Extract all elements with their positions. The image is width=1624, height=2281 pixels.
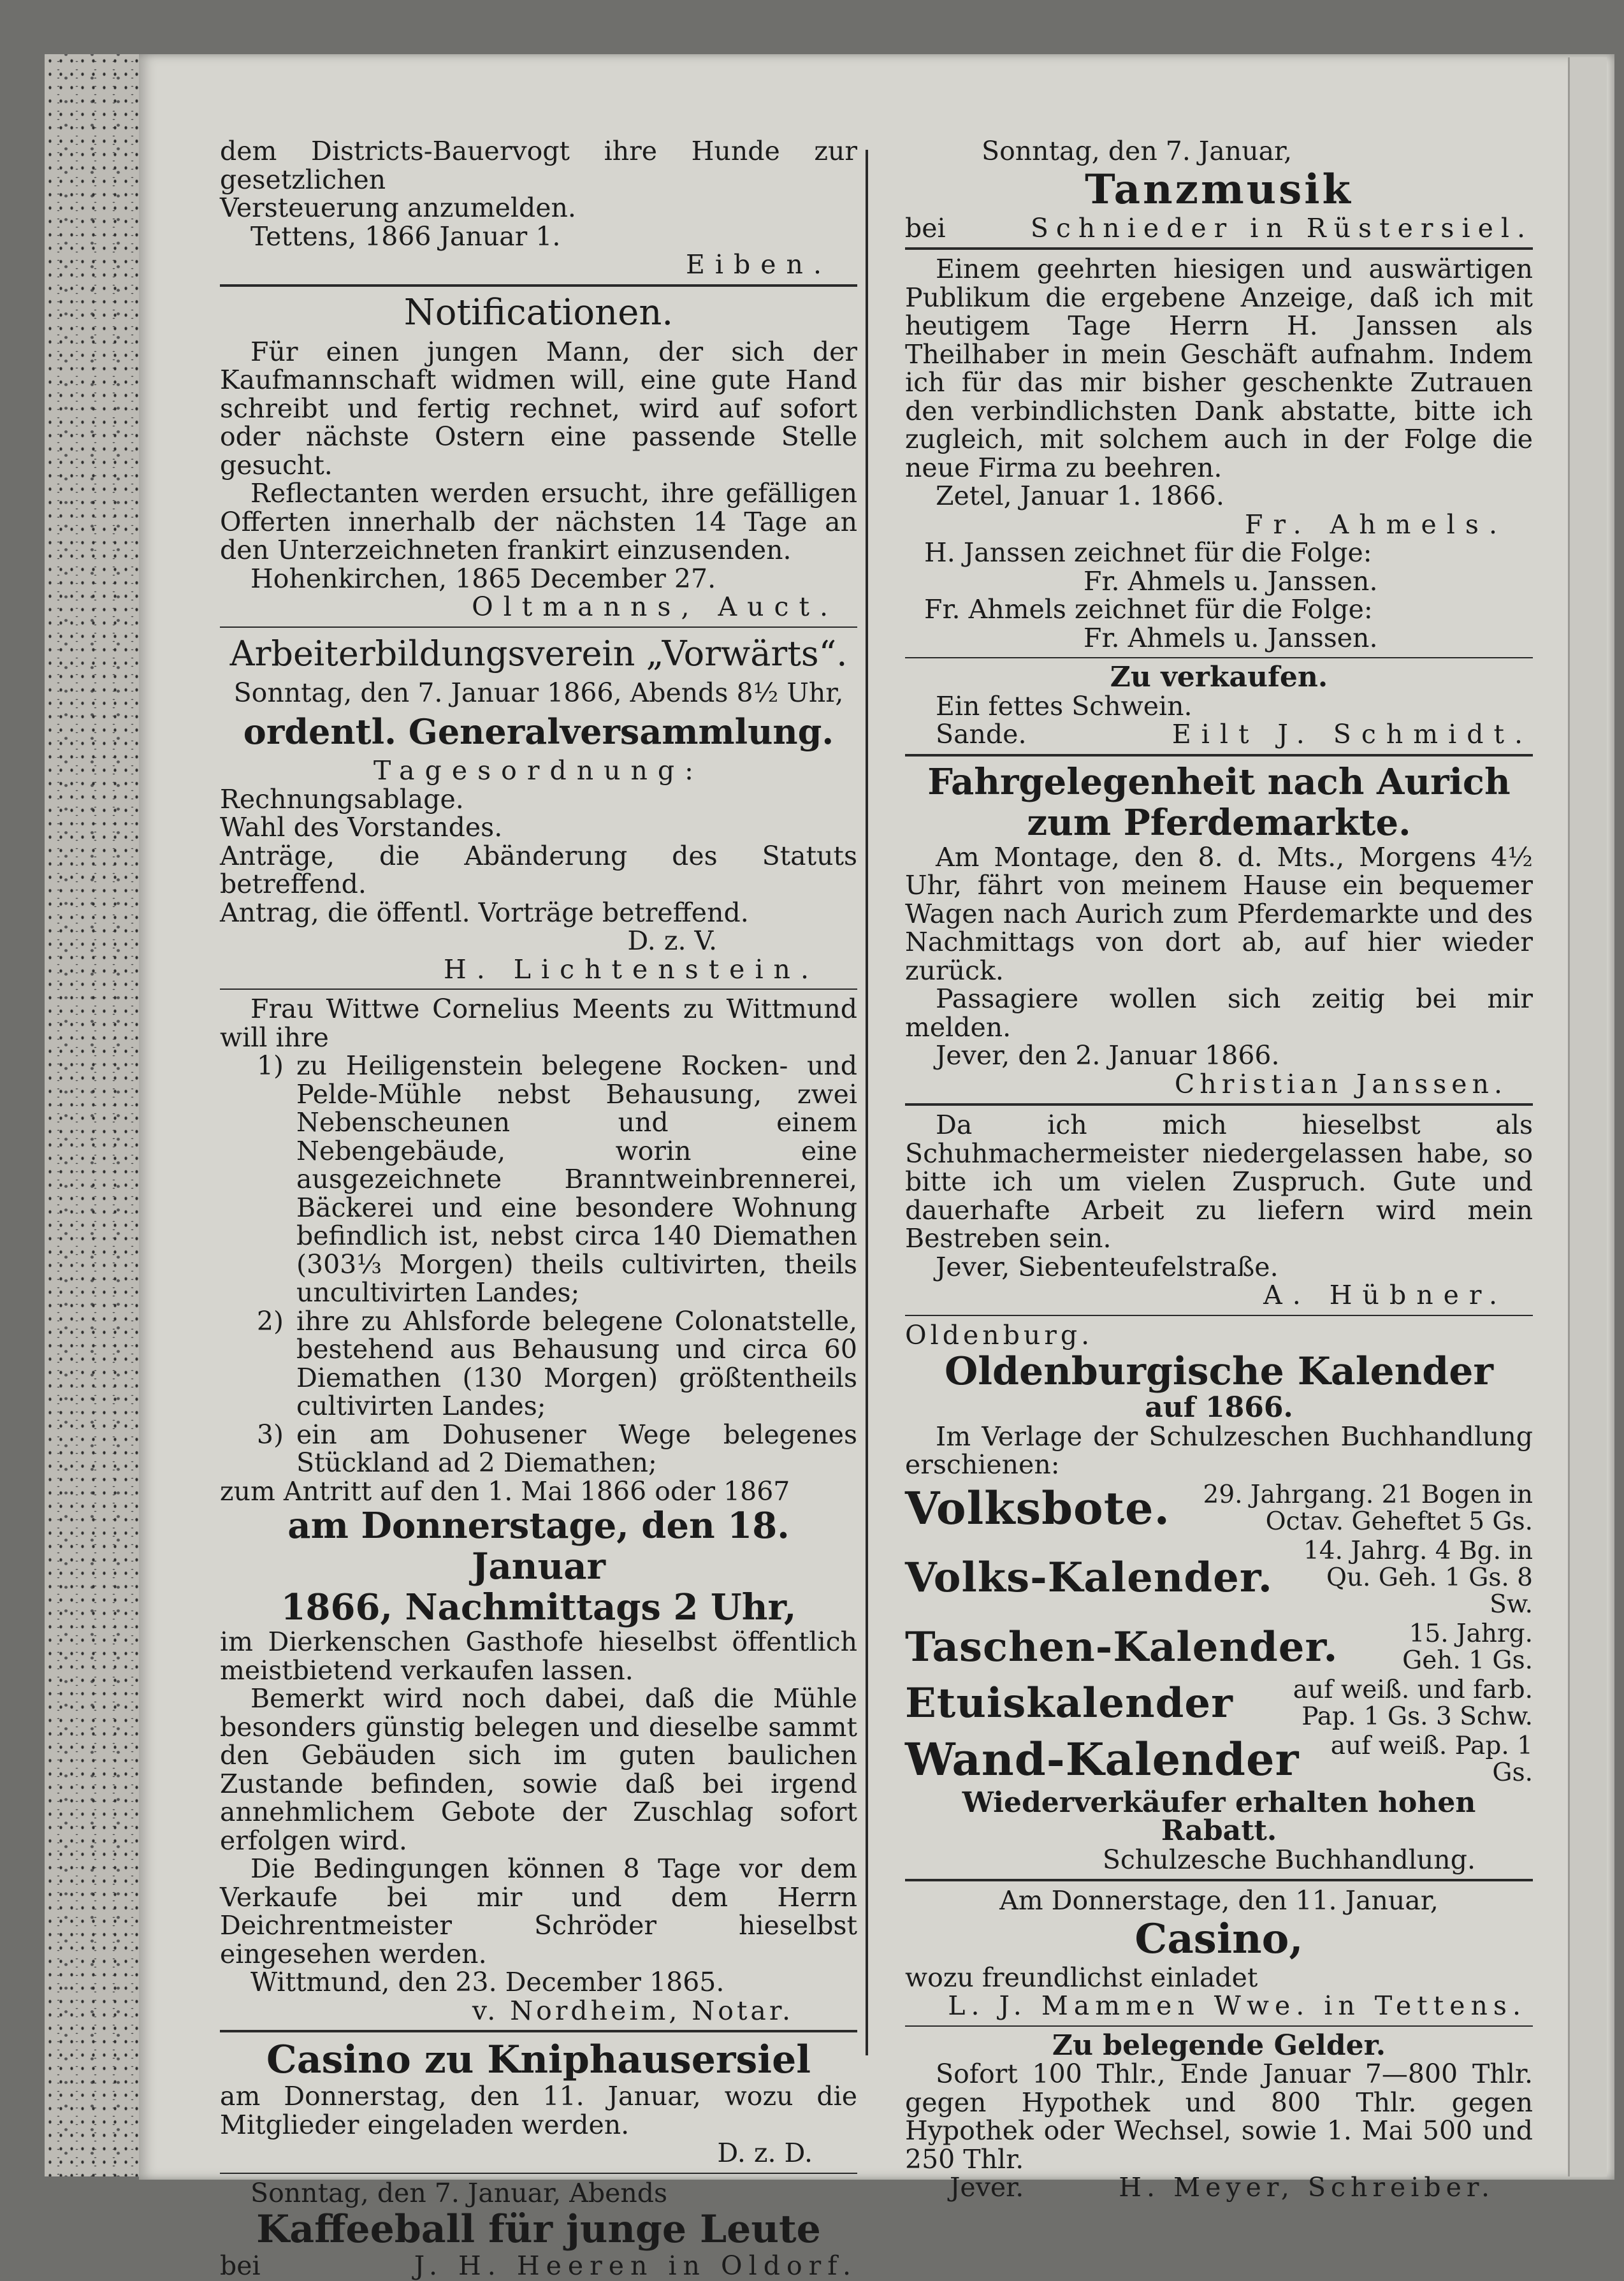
divider bbox=[220, 626, 857, 628]
verkaufen-signature-row bbox=[905, 720, 1533, 749]
calendar-name: Wand-Kalender bbox=[905, 1732, 1300, 1786]
page-edge bbox=[1568, 57, 1607, 2176]
casino-heading: Casino, bbox=[1135, 1915, 1303, 1963]
ahmels-line: Fr. Ahmels u. Janssen. bbox=[1084, 622, 1378, 653]
fahrgelegenheit-paragraph-1: Am Montage, den 8. d. Mts., Morgens 4½ Uhr, fährt von meinem Hause ein bequemer Wagen nach Aurich zum Pferdemarkte und des Nachmittags von dort ab, auf hier wieder zurück. bbox=[905, 841, 1533, 986]
divider bbox=[220, 2030, 857, 2032]
list-number: 3) bbox=[256, 1419, 284, 1450]
tanzmusik-signature-row bbox=[905, 214, 1533, 243]
divider bbox=[905, 247, 1533, 250]
gelder-heading: Zu belegende Gelder. bbox=[1052, 2029, 1386, 2062]
ahmels-line: Fr. Ahmels zeichnet für die Folge: bbox=[924, 594, 1373, 625]
verein-agenda-item: Rechnungsablage. bbox=[220, 783, 464, 815]
meents-list-item bbox=[220, 1052, 857, 1307]
calendar-name: Volksbote. bbox=[905, 1481, 1170, 1535]
tanzmusik-date: Sonntag, den 7. Januar, bbox=[982, 136, 1293, 166]
fahrgelegenheit-heading-1: Fahrgelegenheit nach Aurich bbox=[927, 760, 1511, 803]
verein-agenda-label: Tagesordnung: bbox=[373, 755, 704, 786]
gelder-signature-row bbox=[905, 2173, 1533, 2202]
calendar-description: auf weiß. und farb. Pap. 1 Gs. 3 Schw. bbox=[1293, 1675, 1533, 1731]
casino-text: wozu freundlichst einladet bbox=[905, 1962, 1258, 1993]
schuhmacher-place: Jever, Siebenteufelstraße. bbox=[936, 1251, 1279, 1282]
gelder-signature: H. Meyer, Schreiber. bbox=[1119, 2172, 1495, 2203]
verein-agenda-item: Anträge, die Abänderung des Statuts betreffend. bbox=[220, 840, 857, 899]
verein-dzv: D. z. V. bbox=[627, 925, 717, 956]
verkaufen-signature: Eilt J. Schmidt. bbox=[1171, 719, 1533, 749]
right-column bbox=[905, 137, 1533, 2202]
divider bbox=[220, 2173, 857, 2174]
ahmels-line: Fr. Ahmels u. Janssen. bbox=[1084, 565, 1378, 597]
intro-line-2: Versteuerung anzumelden. bbox=[220, 192, 576, 223]
divider bbox=[905, 754, 1533, 757]
left-column bbox=[220, 137, 857, 2280]
ahmels-place-date: Zetel, Januar 1. 1866. bbox=[936, 481, 1224, 511]
oldenburg-signature: Schulzesche Buchhandlung. bbox=[1102, 1844, 1475, 1875]
tanzmusik-bei: bei bbox=[905, 212, 946, 243]
calendar-entry bbox=[905, 1677, 1533, 1730]
kaffeeball-signature-row bbox=[220, 2252, 857, 2280]
divider bbox=[905, 657, 1533, 658]
kaffeeball-bei: bei bbox=[220, 2250, 261, 2281]
list-number: 2) bbox=[256, 1305, 284, 1336]
fahrgelegenheit-signature: Christian Janssen. bbox=[1174, 1068, 1507, 1099]
verein-agenda-item: Antrag, die öffentl. Vorträge betreffend. bbox=[220, 897, 749, 928]
notifications-paragraph-2: Reflectanten werden ersucht, ihre gefälligen Offerten innerhalb der nächsten 14 Tage an den Unterzeichneten frankirt einzusenden. bbox=[220, 478, 857, 565]
notifications-paragraph-1: Für einen jungen Mann, der sich der Kaufmannschaft widmen will, eine gute Hand schreibt und fertig rechnet, wird auf sofort oder nächste Ostern eine passende Stelle gesucht. bbox=[220, 336, 857, 481]
calendar-entry bbox=[905, 1621, 1533, 1674]
list-text: ein am Dohusener Wege belegenes Stückland ad 2 Diemathen; bbox=[296, 1419, 857, 1478]
book-spine-binding bbox=[45, 54, 140, 2176]
notifications-heading: Notificationen. bbox=[403, 291, 674, 333]
casino-kniphausersiel-text: am Donnerstag, den 11. Januar, wozu die Mitglieder eingeladen werden. bbox=[220, 2081, 857, 2140]
meents-auction-date-1: am Donnerstage, den 18. Januar bbox=[287, 1505, 790, 1588]
fahrgelegenheit-paragraph-2: Passagiere wollen sich zeitig bei mir melden. bbox=[905, 983, 1533, 1043]
intro-place-date: Tettens, 1866 Januar 1. bbox=[250, 221, 561, 252]
gelder-paragraph: Sofort 100 Thlr., Ende Januar 7—800 Thlr. gegen Hypothek und 800 Thlr. gegen Hypothek oder Wechsel, sowie 1. Mai 500 und 250 Thlr. bbox=[905, 2059, 1533, 2175]
calendar-description: 15. Jahrg. Geh. 1 Gs. bbox=[1402, 1619, 1533, 1675]
verein-signature: H. Lichtenstein. bbox=[443, 953, 819, 985]
meents-list-item bbox=[220, 1421, 857, 1477]
meents-signature: v. Nordheim, Notar. bbox=[472, 1995, 794, 2026]
calendar-name: Etuiskalender bbox=[905, 1679, 1233, 1727]
verein-agenda-item: Wahl des Vorstandes. bbox=[220, 812, 503, 843]
list-text: zu Heiligenstein belegene Rocken- und Pelde-Mühle nebst Behausung, zwei Nebenscheunen und einem Nebengebäude, worin eine ausgezeichnete Branntweinbrennerei, Bäckerei und eine besondere Wohnung befindlich ist, nebst circa 140 Diemathen (303⅓ Morgen) theils cultivirten, theils uncultivirten Landes; bbox=[296, 1050, 857, 1308]
oldenburg-paragraph: Im Verlage der Schulzeschen Buchhandlung erschienen: bbox=[905, 1421, 1533, 1480]
verkaufen-heading: Zu verkaufen. bbox=[1110, 661, 1328, 693]
divider bbox=[905, 2025, 1533, 2027]
meents-auction-date-2: 1866, Nachmittags 2 Uhr, bbox=[280, 1586, 797, 1628]
casino-date: Am Donnerstage, den 11. Januar, bbox=[999, 1885, 1439, 1916]
oldenburg-heading: Oldenburgische Kalender bbox=[944, 1349, 1494, 1394]
kaffeeball-heading: Kaffeeball für junge Leute bbox=[256, 2207, 821, 2252]
calendar-name: Taschen-Kalender. bbox=[905, 1623, 1338, 1671]
meents-intro: Frau Wittwe Cornelius Meents zu Wittmund will ihre bbox=[220, 994, 857, 1053]
ahmels-paragraph: Einem geehrten hiesigen und auswärtigen Publikum die ergebene Anzeige, daß ich mit heutigem Tage Herrn H. Janssen als Theilhaber in mein Geschäft aufnahm. Indem ich für das mir bisher geschenkte Zutrauen den verbindlichsten Dank abstatte, bitte ich zugleich, mit solchem auch in der Folge die neue Firma zu beehren. bbox=[905, 254, 1533, 483]
fahrgelegenheit-heading-2: zum Pferdemarkte. bbox=[1027, 801, 1411, 844]
ahmels-signature: Fr. Ahmels. bbox=[1245, 509, 1507, 540]
calendar-description: 14. Jahrg. 4 Bg. in Qu. Geh. 1 Gs. 8 Sw. bbox=[1303, 1536, 1533, 1619]
casino-signature: L. J. Mammen Wwe. in Tettens. bbox=[948, 1990, 1526, 2021]
calendar-entry bbox=[905, 1538, 1533, 1618]
meents-paragraph-2: im Dierkenschen Gasthofe hieselbst öffentlich meistbietend verkaufen lassen. bbox=[220, 1626, 857, 1686]
gelder-place: Jever. bbox=[950, 2172, 1024, 2203]
column-divider bbox=[866, 150, 868, 2055]
calendar-description: auf weiß. Pap. 1 Gs. bbox=[1330, 1731, 1533, 1787]
casino-kniphausersiel-heading: Casino zu Kniphausersiel bbox=[266, 2038, 811, 2082]
verein-event-title: ordentl. Generalversammlung. bbox=[243, 711, 834, 752]
verein-date: Sonntag, den 7. Januar 1866, Abends 8½ Uhr, bbox=[233, 677, 844, 708]
ahmels-line: H. Janssen zeichnet für die Folge: bbox=[924, 537, 1372, 568]
divider bbox=[905, 1103, 1533, 1106]
calendar-entry bbox=[905, 1482, 1533, 1535]
oldenburg-place: Oldenburg. bbox=[905, 1319, 1094, 1350]
divider bbox=[905, 1315, 1533, 1316]
list-number: 1) bbox=[256, 1050, 284, 1081]
oldenburg-rabatt: Wiederverkäufer erhalten hohen Rabatt. bbox=[962, 1786, 1476, 1847]
verkaufen-place: Sande. bbox=[936, 719, 1027, 749]
intro-line-1: dem Districts-Bauervogt ihre Hunde zur gesetzlichen bbox=[220, 136, 857, 195]
tanzmusik-heading: Tanzmusik bbox=[1085, 165, 1353, 214]
fahrgelegenheit-place-date: Jever, den 2. Januar 1866. bbox=[936, 1040, 1280, 1071]
tanzmusik-signature: Schnieder in Rüstersiel. bbox=[1030, 212, 1533, 243]
notifications-signature: Oltmanns, Auct. bbox=[472, 591, 838, 622]
schuhmacher-signature: A. Hübner. bbox=[1263, 1280, 1507, 1310]
meents-antritt: zum Antritt auf den 1. Mai 1866 oder 1867 bbox=[220, 1475, 790, 1507]
casino-kniphausersiel-signature: D. z. D. bbox=[717, 2138, 813, 2168]
divider bbox=[905, 1879, 1533, 1881]
divider bbox=[220, 284, 857, 287]
schuhmacher-paragraph: Da ich mich hieselbst als Schuhmachermeister niedergelassen habe, so bitte ich um vielen Zuspruch. Gute und dauerhafte Arbeit zu liefern wird mein Bestreben sein. bbox=[905, 1110, 1533, 1254]
meents-place-date: Wittmund, den 23. December 1865. bbox=[250, 1967, 725, 1997]
oldenburg-year: auf 1866. bbox=[1145, 1391, 1293, 1424]
kaffeeball-signature: J. H. Heeren in Oldorf. bbox=[414, 2250, 857, 2281]
calendar-entry bbox=[905, 1733, 1533, 1786]
kaffeeball-date: Sonntag, den 7. Januar, Abends bbox=[250, 2177, 668, 2208]
verein-heading: Arbeiterbildungsverein „Vorwärts“. bbox=[229, 633, 848, 674]
meents-list-item bbox=[220, 1307, 857, 1421]
calendar-name: Volks-Kalender. bbox=[905, 1553, 1273, 1602]
divider bbox=[220, 988, 857, 990]
meents-paragraph-3: Bemerkt wird noch dabei, daß die Mühle besonders günstig belegen und dieselbe sammt den Gebäuden sich im guten baulichen Zustande befinden, sowie daß bei irgend annehmlichem Gebote der Zuschlag sofort erfolgen wird. bbox=[220, 1683, 857, 1856]
intro-signature: Eiben. bbox=[686, 249, 832, 280]
notifications-place-date: Hohenkirchen, 1865 December 27. bbox=[250, 563, 716, 594]
calendar-description: 29. Jahrgang. 21 Bogen in Octav. Geheftet 5 Gs. bbox=[1203, 1480, 1533, 1536]
list-text: ihre zu Ahlsforde belegene Colonatstelle, bestehend aus Behausung und circa 60 Diemathen (130 Morgen) größtentheils cultivirten Landes; bbox=[296, 1305, 857, 1421]
meents-paragraph-4: Die Bedingungen können 8 Tage vor dem Verkaufe bei mir und dem Herrn Deichrentmeister Schröder hieselbst eingesehen werden. bbox=[220, 1853, 857, 1969]
verkaufen-item: Ein fettes Schwein. bbox=[936, 690, 1193, 721]
